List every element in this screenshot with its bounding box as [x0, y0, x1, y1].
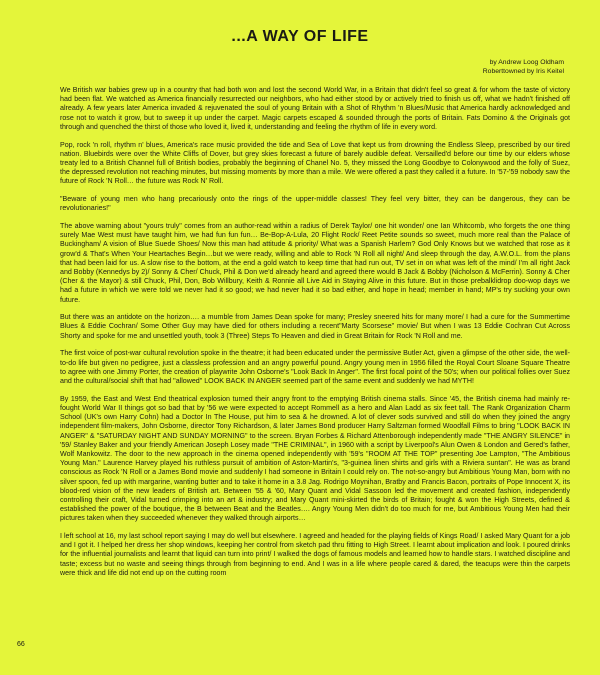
paragraph: By 1959, the East and West End theatrical explosion turned their angry front to the emptying British cinema stalls. Since '45, the British cinema had mainly re-fought World War II things got so bad that by '56 we were expected to accept Rommell as a hero and Alan Ladd as six feet tall. The Rank Organization Charm School (UK's own Harry Cohn) had a Doctor In The House, put him to sea & he drowned. A lot of clever sods survived and still do when they joined the angry independent film-makers, John Osborne, director Tony Richardson, & later James Bond producer Harry Saltzman formed Woodfall Films to bring "LOOK BACK IN ANGER" & "SATURDAY NIGHT AND SUNDAY MORNING" to the screen. Bryan Forbes & Richard Attenborough independently made "THE ANGRY SILENCE" in '59/ Stanley Baker and your friendly American Joseph Losey made "THE CRIMINAL", in 1960 with a script by Liverpool's Alun Owen & London and Gered's father, Wolf Mankowitz. The door to the new approach in the cinema opened independently with '59's "ROOM AT THE TOP" presenting Joe Lampton, "The Ambitious Young Man." Laurence Harvey played his ruthless pursuit of ambition of Aston-Martin's, "3-guinea linen shirts and girls with a Riviera suntan". He was as brand conscious as Rock 'N Roll or a James Bond movie and suddenly I had someone in Britain I could rely on. The not-so-angry but Ambitious Young Man, born with no silver spoon, fed up with margarine, wanting butter and to take it home in a 3.8 Jag. Rodrigo Moynihan, Bratby and Francis Bacon, portraits of Pope Innocent X, its blood-red vision of the new leaders of British art. Between '55 & '60, Mary Quant and Vidal Sassoon led the movement and created fashion, independently controlling their craft, Vidal turned crimping into an art & industry; and Mary Quant mini-skirted the birds of Britain; fought & won the High Streets, defined & established the power of the boutique, the B between Beat and the Beatles…. Angry Young Men didn't do too much for me, but Ambitious Young Men had their pictures taken when they succeeded whenever they walked through airports…: [60, 394, 570, 523]
credit-line: Roberttowned by Iris Keitel: [482, 68, 564, 75]
article-title: ...A WAY OF LIFE: [231, 28, 369, 45]
paragraph: Pop, rock 'n roll, rhythm n' blues, America's race music provided the tide and Sea of Love that kept us from drowning the Endless Sleep, prescribed by our tired nation. Bluebirds were over the White Cliffs of Dover, but grey skies forecast a future of barely audible defeat. Versailled'd before our time by our elders whose treaty led to a British Channel full of British bodies, probably the beginning of Chanel No. 5, they missed the Long Goodbye to Colonywood and the folly of Suez, the depressed revolution not reaching minutes, but missing moments by more than a mile. We were offered a past they called it a future. In '57-'59 nobody saw the future of Rock 'N Roll… the future was Rock N' Roll.: [60, 140, 570, 186]
byline: [483, 58, 564, 76]
article-body: [60, 86, 570, 587]
paragraph: The first voice of post-war cultural revolution spoke in the theatre; it had been educated under the permissive Butler Act, given a glimpse of the other side, the well-to-do life but given no pedigree, just a classless profession and an angry powerful pound. Angry young men in 1956 filled the Royal Court Sloane Square Theatre to agree with one Jimmy Porter, the creation of playwrite John Osborne's "Look Back In Anger". The first focal point of the 50's; when our political follies over Suez and the cultural/social shift that had "allowed" LOOK BACK IN ANGER seemed part of the same event and suddenly we had MYTH!: [60, 349, 570, 385]
paragraph: But there was an antidote on the horizon…. a mumble from James Dean spoke for many; Presley sneered hits for many more/ I had a cure for the Summertime Blues & Eddie Cochran/ Some Other Guy may have died for others including a recent"Marty Scorsese" movie/ But when I was 13 Eddie Cochran Cut Across Shorty and spoke for me and unsettled youth, took 3 (Three) Steps To Heaven and died in Great Britain for Rock 'N Roll and me.: [60, 313, 570, 340]
paragraph: We British war babies grew up in a country that had both won and lost the second World War, in a Britain that didn't feel so great & for whom the taste of victory had been flat. We watched as America financially resurrected our neighbors, who had either stood by or actively tried to finish us off, what we hadn't finished off already. A few years later America invaded & rejuvenated the soul of young Britain with a Shot of Rhythm 'n Blues/Music that America hardly acknowledged and rose not to watch it grow, but to sweep it up under the carpet. Magic carpets escaped & sounded through the ports of Britain. Fats Domino & the Originals got through and quenched the thirst of those who loved it, lived it, understanding and feeling the rhythm of life in every word.: [60, 86, 570, 131]
page-number: 66: [17, 641, 25, 648]
paragraph: The above warning about "yours truly" comes from an author-read within a radius of Derek Taylor/ one hit wonder/ one Ian Whitcomb, who forgets the one thing surely Mae West must have taught him, we had fun fun fun… Be-Bop-A-Lula, 20 Flight Rock/ Reet Petite sounds so sweet, much more real than the Palace of Buckingham/ A vision of Blue Suede Shoes/ Now this man had attitude & priority/ What was a Spanish Harlem? God Only Knows but we watched that rose as it grow'd & That's When Your Heartaches Begin…but we were ready, willing and able to Rock 'N Roll all night/ And sleep through the day, A.W.O.L. from the plans that had been laid for us. A slow rise to the bottom, at the end a gold watch to keep time that had run out, TV set in on what was left of the mind/ I'm all right Jack and Bobby (Kennedys by 2)/ Sonny & Cher/ Chuck, Phil & Don we'd already heard and agreed there would B Jack & Bobby (Nicholson & McFerrin). Sonny & Cher (Cher & the Mayor) & still Chuck, Phil, Don, Bob Willbury, Keith & Ronnie all Live Aid in Staying Alive in this future. But in those prebalklidrop doo-wop days we had a future in which we were told we never had it so good; we had never had it so bad either, and hope in head; member in hand; MP's try sucking your own future.: [60, 221, 571, 304]
paragraph: I left school at 16, my last school report saying I may do well but elsewhere. I agreed and headed for the playing fields of Kings Road/ I asked Mary Quant for a job and I got it. I helped her dress her shop windows, keeping her control from sketch pad thru fitting to High Street. I learnt about implication and look. I poured drinks for the influential journalists and learnt that liquid can turn into print/ I walked the dogs of famous models and learned how to handle stars. I watched discipline and taste; excess but no waste and seeing things through from beginning to end. And I was in a life where people cared & dared, the teacups were thin the carpets were thick and life did not end up on the cutting room: [60, 532, 570, 577]
author-line: by Andrew Loog Oldham: [489, 59, 564, 66]
paragraph: "Beware of young men who hang precariously onto the rings of the upper-middle classes! They feel very bitter, they can be dangerous, they can be revolutionaries!": [60, 195, 570, 213]
